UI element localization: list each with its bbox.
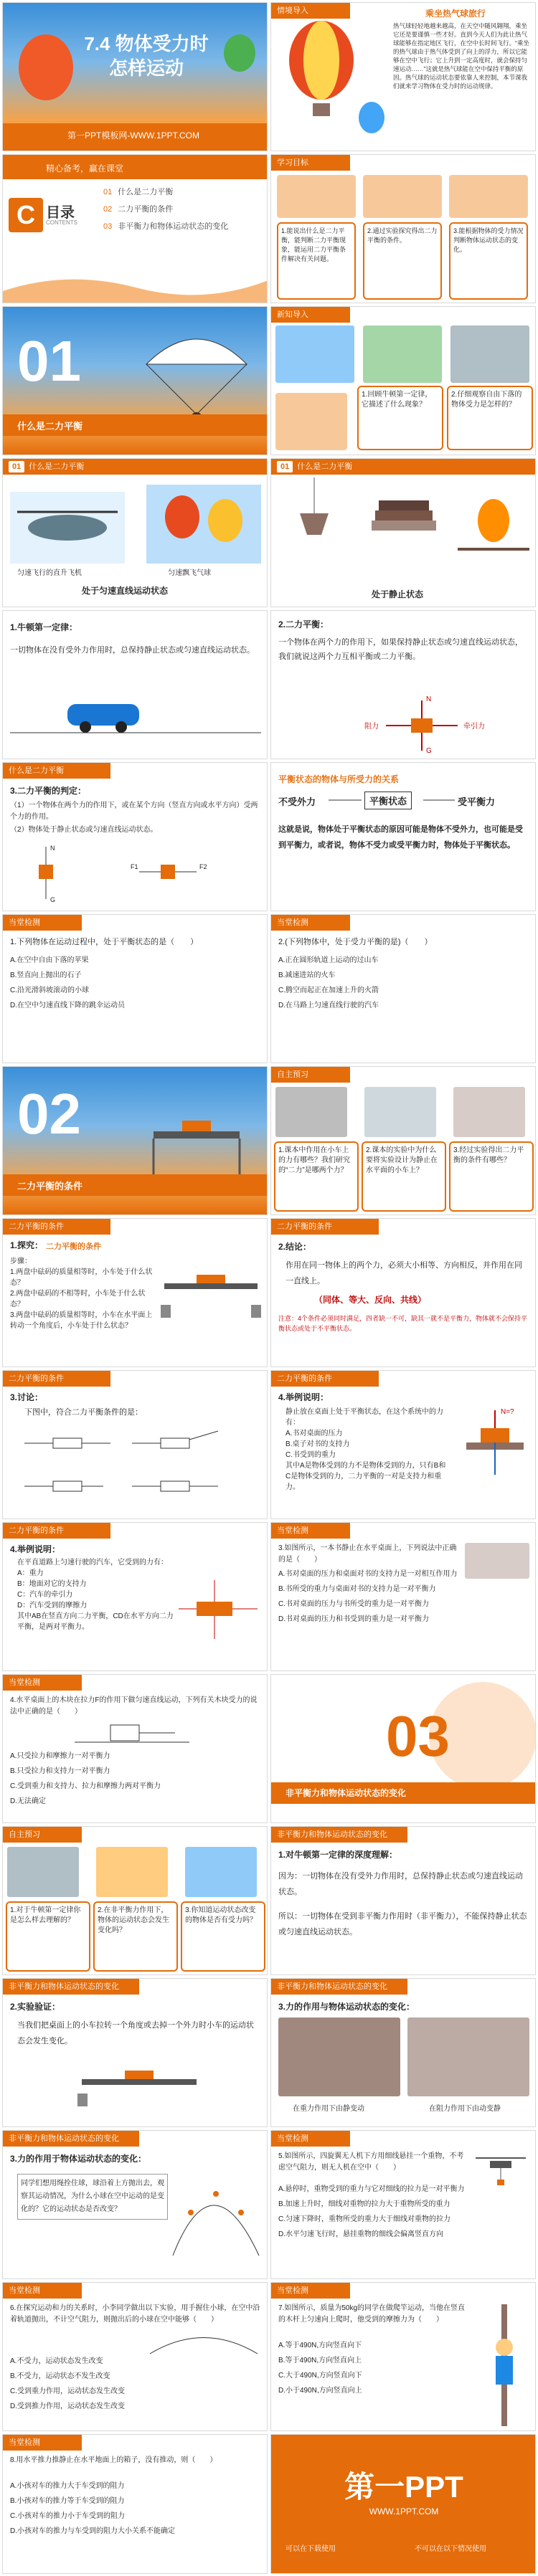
slide-newton-deep xyxy=(270,1826,536,1975)
trajectory-diagram xyxy=(169,2169,263,2263)
label-g: G xyxy=(426,747,432,755)
slide-experiment xyxy=(2,1978,268,2127)
ball-text: 同学们想用绳拴住球，球沿着上方抛出去，观察其运动情况，为什么小球在空中运动的是变化的？它的运动状态是否改变？ xyxy=(17,2174,168,2220)
deep-p2: 所以：一切物体在受到非平衡力作用时（非平衡力），不能保持静止状态或匀速直线运动状态。 xyxy=(278,1912,527,1936)
quiz-option[interactable]: B.书所受的重力与桌面对书的支持力是一对平衡力 xyxy=(278,1585,436,1593)
judge-p1: （1）一个物体在两个力的作用下，或在某个方向（竖直方向或水平方向）受两个力的作用。 xyxy=(10,802,258,821)
contents-item-number: 03 xyxy=(103,222,113,231)
caption-balloon: 匀速飘飞气球 xyxy=(168,569,211,577)
quiz-option[interactable]: A.只受拉力和摩擦力一对平衡力 xyxy=(10,1752,110,1760)
slide-contents xyxy=(2,154,268,303)
quiz-option[interactable]: B.小孩对车的推力等于车受到的阻力 xyxy=(10,2497,125,2505)
slide-bar: 二力平衡的条件 xyxy=(3,1371,110,1387)
throw-diagram xyxy=(146,2329,261,2357)
cover-title-line1: 7.4 物体受力时 xyxy=(84,33,209,54)
bar-label: 什么是二力平衡 xyxy=(297,462,353,471)
slide-discuss xyxy=(2,1370,268,1519)
slide-bar: 自主预习 xyxy=(271,1067,350,1083)
slide-quiz-5 xyxy=(270,2130,536,2279)
judge-p2: （2）物体处于静止状态或匀速直线运动状态。 xyxy=(10,826,158,834)
quiz-options xyxy=(278,2184,529,2244)
relation-l2: 平衡状态 xyxy=(364,792,412,809)
cover-title-line2: 怎样运动 xyxy=(108,57,184,79)
quiz-option[interactable]: C.大于490N,方向竖直向下 xyxy=(278,2372,362,2380)
apparatus-photo-2 xyxy=(364,1087,436,1137)
slide-intro xyxy=(270,2,536,151)
slide-preview-2 xyxy=(270,1066,536,1215)
quiz-question: 6.在探究运动和力的关系时，小李同学做出以下实验，用手握住小球，在空中沿着轨道抛出，不计空气阻力，则抛出后的小球在空中能够（ ） xyxy=(10,2304,260,2324)
conclusion-text: 作用在同一物体上的两个力，必须大小相等、方向相反，并作用在同一直线上。 xyxy=(285,1261,522,1285)
slide-bar: 非平衡力和物体运动状态的变化 xyxy=(3,2131,139,2147)
motion-caption: 处于匀速直线运动状态 xyxy=(82,586,169,596)
slide-section-03 xyxy=(270,1674,536,1823)
slide-quiz-2 xyxy=(270,914,536,1063)
quiz-option[interactable]: B.减速进站的火车 xyxy=(278,971,336,979)
motion-illustrations xyxy=(3,477,268,578)
quiz-option[interactable]: D.书对桌面的压力和书受到的重力是一对平衡力 xyxy=(278,1615,429,1623)
falling-photo xyxy=(278,2017,400,2096)
bar-number: 01 xyxy=(9,461,24,472)
slide-section-02 xyxy=(2,1066,268,1215)
slide-ball-throw xyxy=(2,2130,268,2279)
slide-bar: 新知导入 xyxy=(271,307,350,323)
slide-bar: 当堂检测 xyxy=(271,2131,350,2147)
section-number: 02 xyxy=(17,1082,81,1146)
quiz-option[interactable]: A.悬停时，重物受到的重力与它对细线的拉力是一对平衡力 xyxy=(278,2185,465,2193)
slide-newton xyxy=(2,610,268,759)
end-logo: 第一PPT xyxy=(344,2470,463,2504)
slide-bar: 二力平衡的条件 xyxy=(271,1371,379,1387)
question-card-2: 2.仔细观察自由下落的物体受力是怎样的？ xyxy=(447,386,533,450)
section-label: 非平衡力和物体运动状态的变化 xyxy=(285,1788,407,1798)
slide-section-01 xyxy=(2,306,268,455)
relation-l3: 受平衡力 xyxy=(458,797,496,807)
forcemotion-heading: 3.力的作用与物体运动状态的变化： xyxy=(278,2002,415,2012)
slide-preview-3 xyxy=(2,1826,268,1975)
quiz-option[interactable]: B.竖直向上抛出的石子 xyxy=(10,971,82,979)
balloon-green xyxy=(224,34,255,72)
relation-text: 这就是说，物体处于平衡状态的原因可能是物体不受外力，也可能是受到平衡力，或者说，物体不受力或受平衡力时，物体处于平衡状态。 xyxy=(278,825,523,850)
explore-apparatus xyxy=(157,1262,265,1334)
goal-image xyxy=(363,175,442,218)
contents-item[interactable] xyxy=(103,221,261,232)
question-card-2: 2.在非平衡力作用下，物体的运动状态会发生变化吗？ xyxy=(93,1901,178,1972)
contents-c-icon: C xyxy=(9,198,43,232)
relation-l1: 不受外力 xyxy=(278,797,316,807)
slide-force-motion xyxy=(270,1978,536,2127)
caption-1: 在重力作用下由静变动 xyxy=(293,2105,364,2113)
drone-diagram xyxy=(468,2151,533,2187)
contents-subtitle: 精心备考，赢在课堂 xyxy=(46,163,124,174)
slide-bar xyxy=(271,459,535,475)
slide-bar: 当堂检测 xyxy=(271,2283,350,2299)
bar-label: 什么是二力平衡 xyxy=(29,462,85,471)
contents-wave xyxy=(3,262,268,303)
quiz-option[interactable]: D.小孩对车的推力与车受到的阻力大小关系不能确定 xyxy=(10,2527,175,2535)
slide-goals xyxy=(270,154,536,303)
slide-end xyxy=(270,2434,536,2574)
section-label: 什么是二力平衡 xyxy=(17,421,83,432)
example-text: 静止放在桌面上处于平衡状态，在这个系统中的力有： A.书对桌面的压力 B.桌子对书的支持力 C.书受到的重力 其中A是物体受到的力不是物体受到的力，只有B和C是物体受到的力，二力平衡的一对是支持力和重力。 xyxy=(285,1408,446,1491)
slide-bar: 当堂检测 xyxy=(3,2435,82,2451)
slide-judge xyxy=(2,762,268,911)
balloon-illustration xyxy=(271,3,393,151)
quiz-option[interactable]: C.沿光滑斜坡滚动的小球 xyxy=(10,987,89,994)
end-note-2: 不可以在以下情况使用 xyxy=(415,2545,486,2553)
quiz-option[interactable]: A.小孩对车的推力大于车受到的阻力 xyxy=(10,2482,125,2490)
contents-en: CONTENTS xyxy=(46,219,77,226)
apparatus-photo-3 xyxy=(453,1087,525,1137)
normal-force-label: N=? xyxy=(501,1408,514,1416)
quiz-option[interactable]: A.等于490N,方向竖直向下 xyxy=(278,2342,362,2349)
caption-helicopter: 匀速飞行的直升飞机 xyxy=(17,569,82,577)
quiz-option[interactable]: A.正在圆形轨道上运动的过山车 xyxy=(278,956,379,964)
quiz-question: 7.如图所示，质量为50kg的同学在做爬竿运动，当他在竖直的木杆上匀速向上爬时，他受到的摩擦力为（ ） xyxy=(278,2304,466,2324)
quiz-option[interactable]: D.小于490N,方向竖直向上 xyxy=(278,2387,362,2395)
slide-bar: 非平衡力和物体运动状态的变化 xyxy=(271,1979,407,1995)
experiment-heading: 2.实验验证： xyxy=(10,2002,61,2012)
quiz-question: 1.下列物体在运动过程中，处于平衡状态的是（ ） xyxy=(10,938,199,946)
quiz-option[interactable]: D.在马路上匀速直线行驶的汽车 xyxy=(278,1002,379,1009)
slide-quiz-7 xyxy=(270,2282,536,2431)
contents-item-number: 02 xyxy=(103,205,113,214)
slide-bar: 当堂检测 xyxy=(271,915,350,931)
twoforce-text: 一个物体在两个力的作用下，如果保持静止状态或匀速直线运动状态，我们就说这两个力互相平衡或二力平衡。 xyxy=(278,638,523,661)
quiz-option[interactable]: B.加速上升时，细线对重物的拉力大于重物所受的重力 xyxy=(278,2200,450,2208)
quiz-options xyxy=(278,2340,472,2400)
slide-bar: 情境导入 xyxy=(271,3,350,19)
slide-twoforce xyxy=(270,610,536,759)
slide-quiz-3 xyxy=(270,1522,536,1671)
experiment-apparatus xyxy=(67,2065,211,2115)
slide-quiz-4 xyxy=(2,1674,268,1823)
conclusion-heading: 2.结论： xyxy=(278,1242,312,1252)
label-friction: 阻力 xyxy=(364,723,379,731)
section-number: 03 xyxy=(386,1704,450,1768)
slide-quiz-8 xyxy=(2,2434,268,2574)
section-label: 二力平衡的条件 xyxy=(17,1181,83,1192)
slide-quiz-6 xyxy=(2,2282,268,2431)
section-number: 01 xyxy=(17,329,81,393)
ball-heading: 3.力的作用于物体运动状态的变化： xyxy=(10,2154,147,2164)
slide-explore xyxy=(2,1218,268,1367)
quiz-option[interactable]: D.无法确定 xyxy=(10,1797,46,1805)
label-g: G xyxy=(50,896,56,903)
quiz-options xyxy=(10,2356,261,2416)
slide-bar: 什么是二力平衡 xyxy=(3,763,110,779)
question-card-1: 1.对于牛顿第一定律你是怎么样去理解的？ xyxy=(6,1901,90,1972)
example-text: 在平直道路上匀速行驶的汽车，它受到的力有： A：重力 B：地面对它的支持力 C：汽车的牵引力 D：汽车受到的摩擦力 其中AB在竖直方向二力平衡，CD在水平方向二力平衡，是两对平衡力。 xyxy=(17,1559,174,1631)
slide-bar xyxy=(3,459,267,475)
conclusion-note: 注意：4个条件必须同时满足，四者缺一不可，缺其一就不是平衡力，物体就不会保持平衡状态或处于不平衡状态。 xyxy=(278,1315,528,1332)
slide-bar: 学习目标 xyxy=(271,155,350,171)
stopping-photo xyxy=(407,2017,529,2096)
explore-sub: 二力平衡的条件 xyxy=(46,1242,101,1251)
quiz-option[interactable]: A.不受力，运动状态发生改变 xyxy=(10,2357,103,2365)
quiz-options xyxy=(10,1751,261,1811)
question-deco xyxy=(275,393,347,450)
quiz-option[interactable]: C.匀速下降时，重物所受的重力大于细线对重物的拉力 xyxy=(278,2215,450,2223)
judge-diagrams xyxy=(3,843,268,908)
slide-bar: 二力平衡的条件 xyxy=(271,1219,379,1235)
car-drawing xyxy=(3,690,268,747)
slide-newknow xyxy=(270,306,536,455)
goal-image xyxy=(277,175,356,218)
static-caption: 处于静止状态 xyxy=(372,589,424,599)
quiz-option[interactable]: D.水平匀速飞行时，悬挂重物的细线会偏离竖直方向 xyxy=(278,2230,443,2238)
end-note-1: 可以在下载使用 xyxy=(285,2545,336,2553)
question-card-3: 3.经过实验得出二力平衡的条件有哪些？ xyxy=(449,1141,534,1212)
cover-title xyxy=(75,32,218,80)
contents-item-label: 什么是二力平衡 xyxy=(118,188,174,196)
goal-card: 1.能说出什么是二力平衡，能判断二力平衡现象，能运用二力平衡条件解决有关问题。 xyxy=(277,222,356,300)
label-f1: F1 xyxy=(131,863,138,870)
quiz-option[interactable]: A.书对桌面的压力和桌面对书的支持力是一对相互作用力 xyxy=(278,1570,458,1578)
end-url: WWW.1PPT.COM xyxy=(369,2506,439,2516)
quiz-options xyxy=(10,2481,261,2541)
quiz-option[interactable]: B.等于490N,方向竖直向上 xyxy=(278,2357,362,2364)
pole-climber xyxy=(476,2304,533,2426)
quiz-options xyxy=(278,955,529,1015)
quiz-question: 5.如图所示，四旋翼无人机下方用细线悬挂一个重物，不考虑空气阻力，则无人机在空中（ ） xyxy=(278,2152,464,2172)
intro-heading: 乘坐热气球旅行 xyxy=(425,9,486,19)
contents-list xyxy=(103,186,261,238)
quiz-option[interactable]: C.书对桌面的压力与书所受的重力是一对平衡力 xyxy=(278,1600,429,1608)
quiz-option[interactable]: C.受到重力和支持力、拉力和摩擦力两对平衡力 xyxy=(10,1782,161,1790)
example-heading: 4.举例说明： xyxy=(278,1392,329,1402)
newton-heading: 1.牛顿第一定律： xyxy=(10,622,78,632)
relation-arrows xyxy=(271,792,536,820)
contents-item-label: 非平衡力和物体运动状态的变化 xyxy=(118,222,229,231)
conclusion-key: （同体、等大、反向、共线） xyxy=(314,1295,427,1305)
slide-bar: 当堂检测 xyxy=(3,915,82,931)
bar-number: 01 xyxy=(277,461,293,472)
deep-p1: 因为：一切物体在没有受外力作用时，总保持静止状态或匀速直线运动状态。 xyxy=(278,1872,523,1896)
slide-bar: 当堂检测 xyxy=(271,1523,350,1539)
cover-site: 第一PPT模板网-WWW.1PPT.COM xyxy=(67,130,199,141)
photo-3 xyxy=(185,1847,257,1897)
book-diagram xyxy=(459,1407,531,1486)
contents-item[interactable] xyxy=(103,204,261,215)
question-card-2: 2.课本的实验中为什么要将实验设计为静止在水平面的小车上？ xyxy=(362,1141,446,1212)
quiz-option[interactable]: A.在空中自由下落的苹果 xyxy=(10,956,89,964)
apparatus-photo-1 xyxy=(275,1087,347,1137)
label-n: N xyxy=(50,845,55,852)
slide-bar: 自主预习 xyxy=(3,1827,82,1843)
quiz-option[interactable]: C.受到重力作用，运动状态发生改变 xyxy=(10,2387,125,2395)
contents-item-number: 01 xyxy=(103,188,113,196)
slide-bar: 非平衡力和物体运动状态的变化 xyxy=(3,1979,139,1995)
discuss-text: 下图中，符合二力平衡条件的是： xyxy=(24,1408,143,1417)
goal-card: 2.通过实验探究得出二力平衡的条件。 xyxy=(363,222,442,300)
car-photo xyxy=(275,325,354,383)
label-f2: F2 xyxy=(199,863,207,870)
quiz-option[interactable]: D.受到推力作用，运动状态发生改变 xyxy=(10,2402,125,2410)
photo-1 xyxy=(7,1847,79,1897)
discuss-heading: 3.讨论： xyxy=(10,1392,44,1402)
twoforce-heading: 2.二力平衡： xyxy=(278,619,329,629)
slide-cover xyxy=(2,2,268,151)
deep-heading: 1.对牛顿第一定律的深度理解： xyxy=(278,1850,398,1860)
car-force-diagram xyxy=(175,1573,261,1645)
quiz-question: 4.水平桌面上的木块在拉力F的作用下做匀速直线运动，下列有关木块受力的说法中正确的是（ ） xyxy=(10,1696,258,1716)
slide-balance-motion xyxy=(2,458,268,607)
explore-steps: 步骤： 1.两盘中砝码的质量相等时，小车处于什么状态？ 2.两盘中砝码的不相等时，小车处于什么状态？ 3.两盘中砝码的质量相等时，小车在水平面上转动一个角度后，小车处于什么状态？ xyxy=(10,1258,153,1330)
apple-photo xyxy=(363,325,442,383)
slide-quiz-1 xyxy=(2,914,268,1063)
label-traction: 牵引力 xyxy=(463,723,485,731)
block-diagram xyxy=(75,1721,189,1749)
contents-item[interactable] xyxy=(103,186,261,198)
discuss-diagrams xyxy=(24,1424,240,1510)
caption-2: 在阻力作用下由动变静 xyxy=(429,2105,501,2113)
drop-photo xyxy=(450,325,529,383)
question-card-3: 3.你知道运动状态改变的物体是否有受力吗？ xyxy=(181,1901,265,1972)
judge-heading: 3.二力平衡的判定： xyxy=(10,786,87,796)
photo-2 xyxy=(96,1847,168,1897)
slide-conclusion xyxy=(270,1218,536,1367)
slide-bar: 二力平衡的条件 xyxy=(3,1219,110,1235)
book-photo xyxy=(465,1543,529,1579)
balloon-red xyxy=(19,34,73,100)
contents-title: 目录 xyxy=(46,205,75,221)
slide-bar: 二力平衡的条件 xyxy=(3,1523,110,1539)
newton-text: 一切物体在没有受外力作用时，总保持静止状态或匀速直线运动状态。 xyxy=(10,646,255,655)
contents-item-label: 二力平衡的条件 xyxy=(118,205,174,214)
goal-image xyxy=(449,175,528,218)
quiz-options xyxy=(10,955,261,1015)
slide-balance-static xyxy=(270,458,536,607)
question-card-1: 1.回顾牛顿第一定律，它描述了什么现象？ xyxy=(357,386,443,450)
relation-heading: 平衡状态的物体与所受力的关系 xyxy=(278,774,400,784)
quiz-option[interactable]: B.不受力，运动状态不发生改变 xyxy=(10,2372,110,2380)
explore-heading: 1.探究： xyxy=(10,1240,44,1250)
slide-bar: 非平衡力和物体运动状态的变化 xyxy=(271,1827,407,1843)
label-n: N xyxy=(426,695,432,703)
question-card-1: 1.课本中作用在小车上的力有哪些？我们研究的“二力”是哪两个力？ xyxy=(274,1141,359,1212)
quiz-question: 2.(下列物体中，处于受力平衡的是)（ ） xyxy=(278,938,433,946)
quiz-question: 3.如图所示，一本书静止在水平桌面上，下列说法中正确的是（ ） xyxy=(278,1544,457,1564)
slide-example-car xyxy=(2,1522,268,1671)
example-heading: 4.举例说明： xyxy=(10,1544,61,1554)
quiz-option[interactable]: B.只受拉力和支持力一对平衡力 xyxy=(10,1767,110,1775)
goal-card: 3.能根据物体的受力情况判断物体运动状态的变化。 xyxy=(449,222,528,300)
quiz-option[interactable]: C.小孩对车的推力小于车受到的阻力 xyxy=(10,2512,125,2520)
intro-text: 热气球轻轻地越来越高，在天空中随风翱翔，乘坐它还是要谨慎一些才好。直到今天人们为此让热气球能够在指定地区飞行，在空中长时间飞行。“乘坐的热气球由于热气体受到了向上的浮力，所以它能够在空中飞行；它上升到一定高度时，就会保持匀速运动……”这就是热气球能在空中保持平衡的原因。热气球的运动状态要依靠人来控制，本节课我们就来学习物体在受力时的运动规律。 xyxy=(393,22,529,90)
quiz-option[interactable]: D.在空中匀速直线下降的跳伞运动员 xyxy=(10,1002,125,1009)
experiment-text: 当我们把桌面上的小车拉转一个角度或去掉一个外力时小车的运动状态会发生变化。 xyxy=(17,2021,254,2045)
slide-bar: 当堂检测 xyxy=(3,2283,82,2299)
slide-bar: 当堂检测 xyxy=(3,1675,82,1691)
quiz-option[interactable]: C.腾空而起正在加速上升的火箭 xyxy=(278,987,379,994)
slide-example-book xyxy=(270,1370,536,1519)
static-illustrations xyxy=(271,477,536,585)
quiz-question: 8.用水平推力推静止在水平地面上的箱子，没有推动，则（ ） xyxy=(10,2456,217,2464)
slide-relation xyxy=(270,762,536,911)
